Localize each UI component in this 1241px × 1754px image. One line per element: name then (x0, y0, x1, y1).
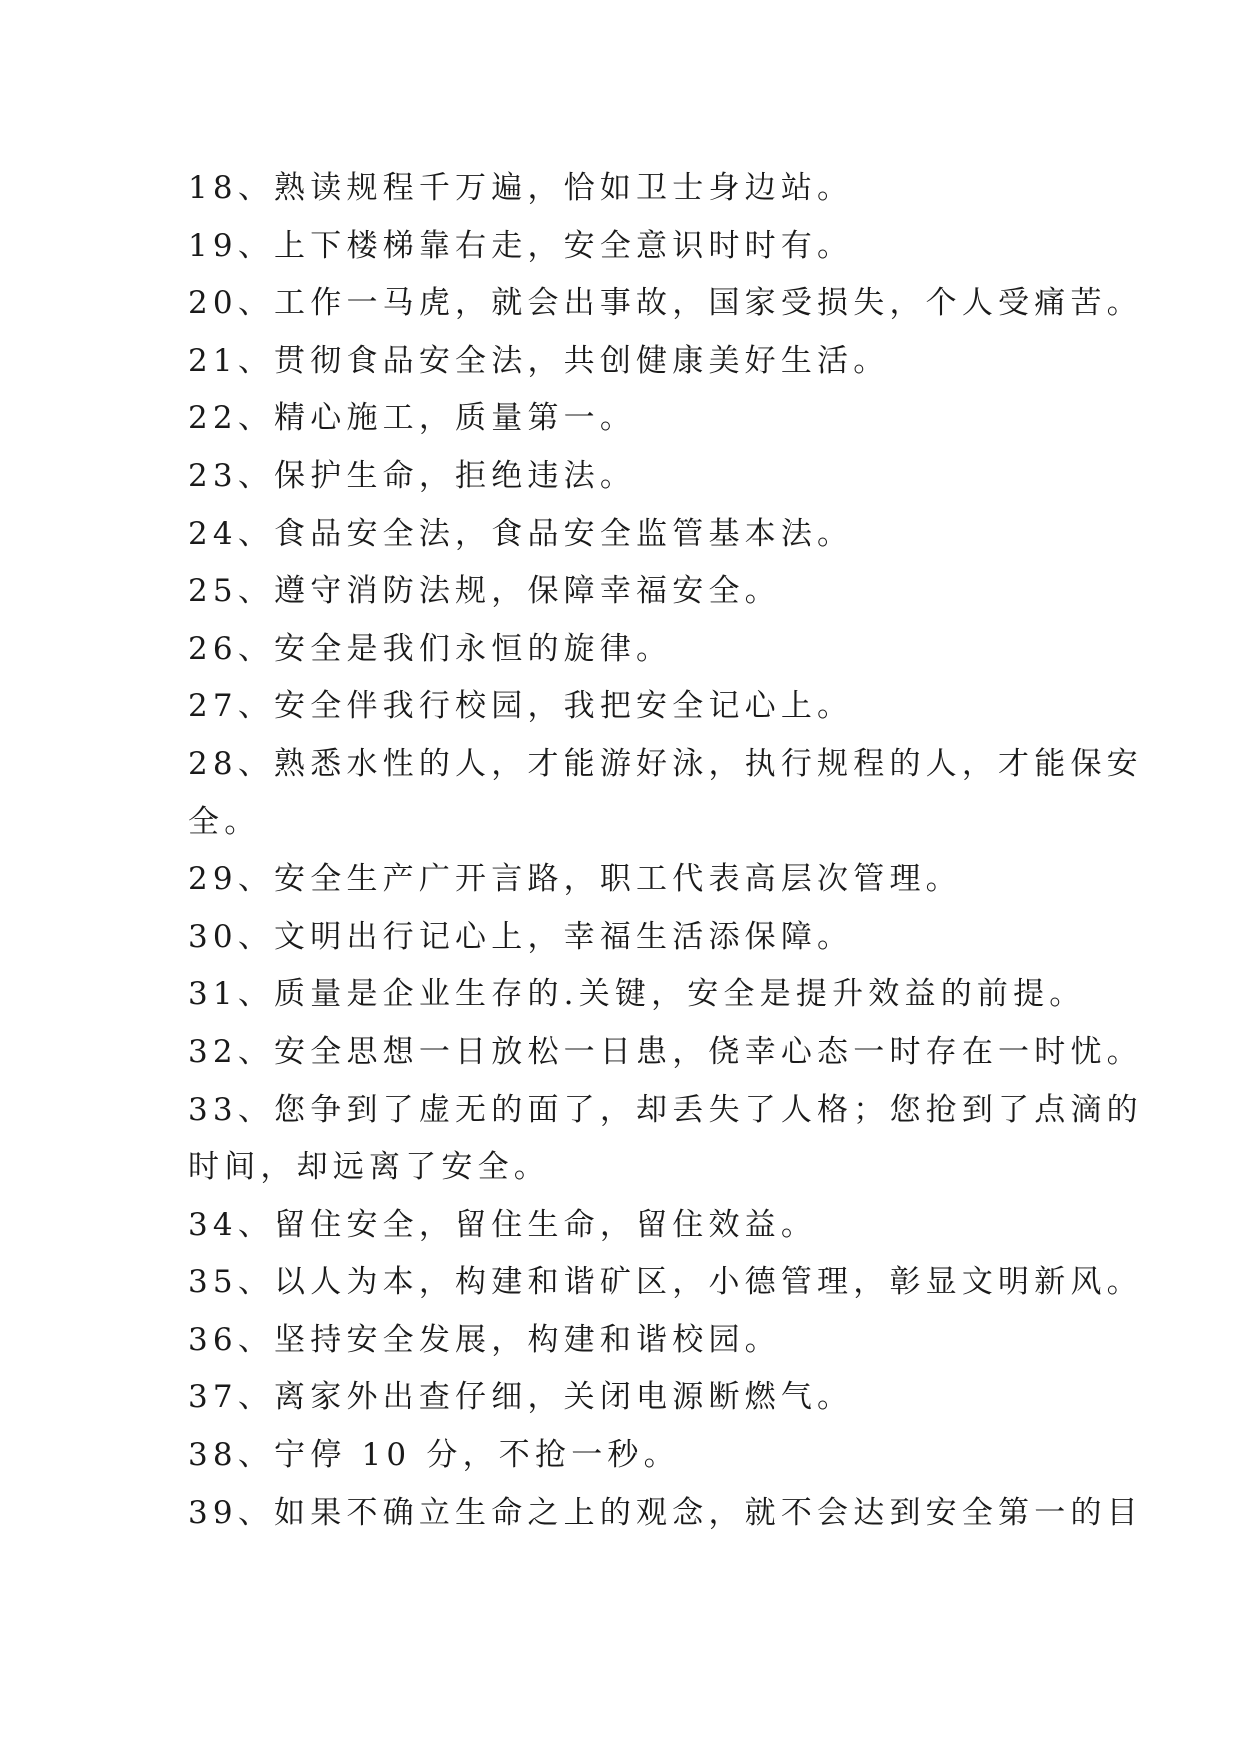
slogan-line-35: 35、以人为本，构建和谐矿区，小德管理，彰显文明新风。 (188, 1264, 1143, 1301)
slogan-line-37: 37、离家外出查仔细，关闭电源断燃气。 (188, 1379, 854, 1416)
slogan-line-29: 29、安全生产广开言路，职工代表高层次管理。 (188, 861, 962, 898)
slogan-line-30: 30、文明出行记心上，幸福生活添保障。 (188, 918, 854, 955)
slogan-line-36: 36、坚持安全发展，构建和谐校园。 (188, 1321, 781, 1358)
slogan-line-39: 39、如果不确立生命之上的观念，就不会达到安全第一的目 (188, 1494, 1143, 1531)
slogan-line-24: 24、食品安全法，食品安全监管基本法。 (188, 515, 854, 552)
slogan-line-33: 33、您争到了虚无的面了，却丢失了人格；您抢到了点滴的 (188, 1091, 1143, 1128)
slogan-line-28-continued: 全。 (188, 803, 261, 840)
slogan-line-33-continued: 时间，却远离了安全。 (188, 1149, 550, 1186)
slogan-line-27: 27、安全伴我行校园，我把安全记心上。 (188, 688, 854, 725)
slogan-line-23: 23、保护生命，拒绝违法。 (188, 457, 637, 494)
slogan-line-28: 28、熟悉水性的人，才能游好泳，执行规程的人，才能保安 (188, 745, 1143, 782)
slogan-line-26: 26、安全是我们永恒的旋律。 (188, 630, 673, 667)
slogan-line-19: 19、上下楼梯靠右走，安全意识时时有。 (188, 227, 854, 264)
slogan-line-31: 31、质量是企业生存的.关键，安全是提升效益的前提。 (188, 976, 1086, 1013)
slogan-line-32: 32、安全思想一日放松一日患，侥幸心态一时存在一时忧。 (188, 1033, 1143, 1070)
slogan-line-21: 21、贯彻食品安全法，共创健康美好生活。 (188, 342, 890, 379)
slogan-line-22: 22、精心施工，质量第一。 (188, 400, 637, 437)
slogan-line-18: 18、熟读规程千万遍，恰如卫士身边站。 (188, 170, 854, 206)
slogan-line-34: 34、留住安全，留住生命，留住效益。 (188, 1206, 818, 1243)
slogan-line-25: 25、遵守消防法规，保障幸福安全。 (188, 573, 781, 610)
slogan-line-20: 20、工作一马虎，就会出事故，国家受损失，个人受痛苦。 (188, 285, 1143, 322)
slogan-line-38: 38、宁停 10 分，不抢一秒。 (188, 1437, 680, 1474)
slogan-list (188, 160, 1143, 1542)
